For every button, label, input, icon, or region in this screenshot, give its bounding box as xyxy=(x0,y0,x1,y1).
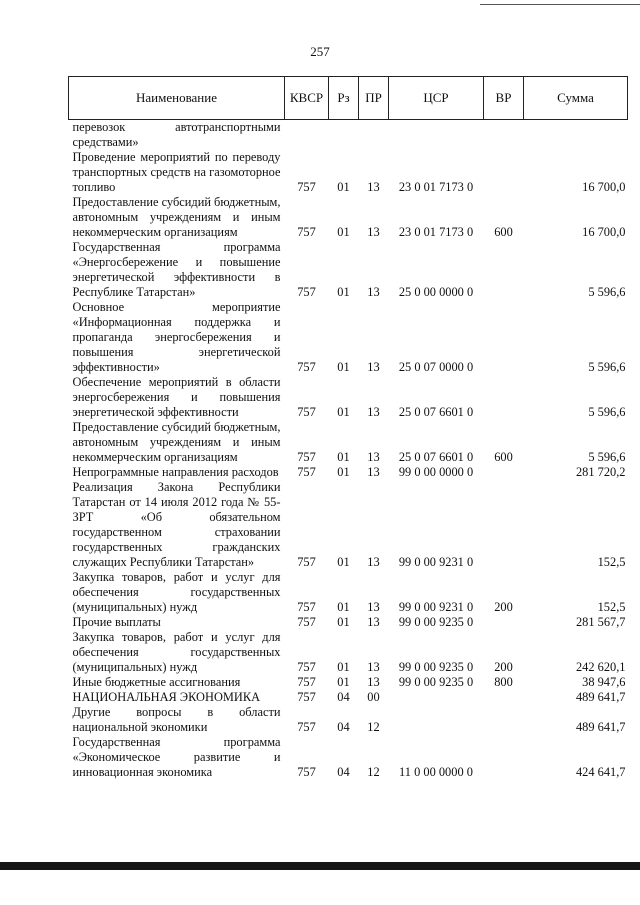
row-kvsr: 757 xyxy=(297,225,316,239)
row-rz xyxy=(329,120,359,151)
row-kvsr: 757 xyxy=(297,690,316,704)
col-header-rz: Рз xyxy=(329,77,359,120)
row-name: Обеспечение мероприятий в области энергосбережения и повышения энергетической эффективности xyxy=(72,375,281,419)
col-header-vr: ВР xyxy=(484,77,524,120)
row-vr xyxy=(484,240,524,300)
row-sum: 16 700,0 xyxy=(582,180,626,194)
col-header-sum: Сумма xyxy=(524,77,628,120)
row-csr: 99 0 00 9231 0 xyxy=(398,555,474,569)
row-rz: 01 xyxy=(337,660,350,674)
row-vr xyxy=(484,375,524,420)
row-name: Государственная программа «Энергосбережение и повышение энергетической эффективности в Республике Татарстан» xyxy=(72,240,281,299)
col-header-name: Наименование xyxy=(69,77,285,120)
row-sum: 281 567,7 xyxy=(575,615,626,629)
row-csr: 99 0 00 9231 0 xyxy=(398,600,474,614)
table-row xyxy=(69,615,628,630)
row-vr xyxy=(484,465,524,480)
row-sum: 152,5 xyxy=(597,555,626,569)
row-pr: 12 xyxy=(367,765,380,779)
row-rz: 01 xyxy=(337,405,350,419)
row-name: Реализация Закона Республики Татарстан от 14 июля 2012 года № 55-ЗРТ «Об обязательном государственном страховании государственных гражданских служащих Республики Татарстан» xyxy=(72,480,281,569)
row-pr: 13 xyxy=(367,600,380,614)
row-kvsr: 757 xyxy=(297,615,316,629)
table-row xyxy=(69,480,628,570)
row-sum: 281 720,2 xyxy=(575,465,626,479)
table-row xyxy=(69,420,628,465)
row-vr xyxy=(484,150,524,195)
row-pr: 13 xyxy=(367,450,380,464)
table-row xyxy=(69,375,628,420)
table-row xyxy=(69,735,628,780)
row-rz: 01 xyxy=(337,180,350,194)
row-name: Предоставление субсидий бюджетным, автономным учреждениям и иным некоммерческим организациям xyxy=(72,420,281,464)
row-name: Основное мероприятие «Информационная поддержка и пропаганда энергосбережения и повышения энергетической эффективности» xyxy=(72,300,281,374)
row-pr: 13 xyxy=(367,180,380,194)
row-csr: 99 0 00 9235 0 xyxy=(398,615,474,629)
row-rz: 01 xyxy=(337,225,350,239)
row-csr xyxy=(389,690,484,705)
row-kvsr: 757 xyxy=(297,285,316,299)
table-row xyxy=(69,150,628,195)
row-kvsr: 757 xyxy=(297,450,316,464)
row-vr xyxy=(484,690,524,705)
row-sum: 424 641,7 xyxy=(575,765,626,779)
row-rz: 04 xyxy=(337,690,350,704)
row-kvsr: 757 xyxy=(297,180,316,194)
row-kvsr: 757 xyxy=(297,555,316,569)
row-sum xyxy=(524,120,628,151)
row-pr: 13 xyxy=(367,615,380,629)
row-name: Иные бюджетные ассигнования xyxy=(72,675,241,689)
row-vr xyxy=(484,120,524,151)
row-vr: 600 xyxy=(494,450,513,464)
col-header-pr: ПР xyxy=(359,77,389,120)
table-row xyxy=(69,630,628,675)
row-name: Прочие выплаты xyxy=(72,615,161,629)
table-header-row xyxy=(69,77,628,120)
row-sum: 5 596,6 xyxy=(588,450,626,464)
row-kvsr: 757 xyxy=(297,405,316,419)
row-kvsr xyxy=(285,120,329,151)
scan-bottom-band xyxy=(0,862,640,870)
row-rz: 01 xyxy=(337,285,350,299)
row-csr: 99 0 00 9235 0 xyxy=(398,660,474,674)
budget-table xyxy=(68,76,628,780)
row-csr xyxy=(389,120,484,151)
row-csr xyxy=(389,705,484,735)
row-pr xyxy=(359,120,389,151)
row-vr: 800 xyxy=(494,675,513,689)
row-csr: 23 0 01 7173 0 xyxy=(398,225,474,239)
row-name: Закупка товаров, работ и услуг для обеспечения государственных (муниципальных) нужд xyxy=(72,630,281,674)
row-name: Другие вопросы в области национальной экономики xyxy=(72,705,281,734)
row-name: Предоставление субсидий бюджетным, автономным учреждениям и иным некоммерческим организациям xyxy=(72,195,281,239)
row-vr: 600 xyxy=(494,225,513,239)
row-kvsr: 757 xyxy=(297,675,316,689)
row-kvsr: 757 xyxy=(297,660,316,674)
row-pr: 13 xyxy=(367,285,380,299)
row-name: Государственная программа «Экономическое развитие и инновационная экономика xyxy=(72,735,281,779)
row-name: перевозок автотранспортными средствами» xyxy=(72,120,281,149)
row-csr: 25 0 07 6601 0 xyxy=(398,405,474,419)
col-header-csr: ЦСР xyxy=(389,77,484,120)
row-pr: 13 xyxy=(367,555,380,569)
row-pr: 00 xyxy=(367,690,380,704)
row-csr: 99 0 00 9235 0 xyxy=(398,675,474,689)
row-csr: 99 0 00 0000 0 xyxy=(398,465,474,479)
row-sum: 489 641,7 xyxy=(575,720,626,734)
table-row xyxy=(69,300,628,375)
row-name: Закупка товаров, работ и услуг для обеспечения государственных (муниципальных) нужд xyxy=(72,570,281,614)
row-rz: 01 xyxy=(337,555,350,569)
col-header-kvsr: КВСР xyxy=(285,77,329,120)
row-rz: 04 xyxy=(337,765,350,779)
row-name: Проведение мероприятий по переводу транспортных средств на газомоторное топливо xyxy=(72,150,281,194)
row-vr xyxy=(484,480,524,570)
row-pr: 13 xyxy=(367,675,380,689)
row-name: Непрограммные направления расходов xyxy=(72,465,279,479)
row-csr: 25 0 00 0000 0 xyxy=(398,285,474,299)
row-vr xyxy=(484,615,524,630)
table-row xyxy=(69,705,628,735)
row-sum: 16 700,0 xyxy=(582,225,626,239)
row-vr xyxy=(484,735,524,780)
row-rz: 01 xyxy=(337,600,350,614)
table-row xyxy=(69,690,628,705)
row-sum: 489 641,7 xyxy=(575,690,626,704)
row-rz: 01 xyxy=(337,360,350,374)
row-vr: 200 xyxy=(494,600,513,614)
row-sum: 152,5 xyxy=(597,600,626,614)
row-csr: 25 0 07 0000 0 xyxy=(398,360,474,374)
row-pr: 12 xyxy=(367,720,380,734)
row-sum: 242 620,1 xyxy=(575,660,626,674)
table-row xyxy=(69,570,628,615)
row-csr: 23 0 01 7173 0 xyxy=(398,180,474,194)
table-row xyxy=(69,120,628,151)
row-kvsr: 757 xyxy=(297,360,316,374)
row-rz: 01 xyxy=(337,450,350,464)
row-pr: 13 xyxy=(367,660,380,674)
table-row xyxy=(69,240,628,300)
row-rz: 04 xyxy=(337,720,350,734)
row-vr: 200 xyxy=(494,660,513,674)
row-rz: 01 xyxy=(337,615,350,629)
row-kvsr: 757 xyxy=(297,720,316,734)
row-kvsr: 757 xyxy=(297,600,316,614)
row-csr: 11 0 00 0000 0 xyxy=(399,765,473,779)
row-sum: 5 596,6 xyxy=(588,360,626,374)
row-kvsr: 757 xyxy=(297,765,316,779)
page-number: 257 xyxy=(310,44,330,59)
row-pr: 13 xyxy=(367,405,380,419)
row-pr: 13 xyxy=(367,360,380,374)
row-sum: 5 596,6 xyxy=(588,285,626,299)
table-row xyxy=(69,465,628,480)
row-pr: 13 xyxy=(367,465,380,479)
top-rule xyxy=(480,4,640,5)
row-rz: 01 xyxy=(337,465,350,479)
row-rz: 01 xyxy=(337,675,350,689)
row-name: НАЦИОНАЛЬНАЯ ЭКОНОМИКА xyxy=(72,690,261,704)
row-csr: 25 0 07 6601 0 xyxy=(398,450,474,464)
table-row xyxy=(69,675,628,690)
row-kvsr: 757 xyxy=(297,465,316,479)
row-vr xyxy=(484,300,524,375)
table-row xyxy=(69,195,628,240)
row-vr xyxy=(484,705,524,735)
row-sum: 5 596,6 xyxy=(588,405,626,419)
row-pr: 13 xyxy=(367,225,380,239)
row-sum: 38 947,6 xyxy=(582,675,626,689)
